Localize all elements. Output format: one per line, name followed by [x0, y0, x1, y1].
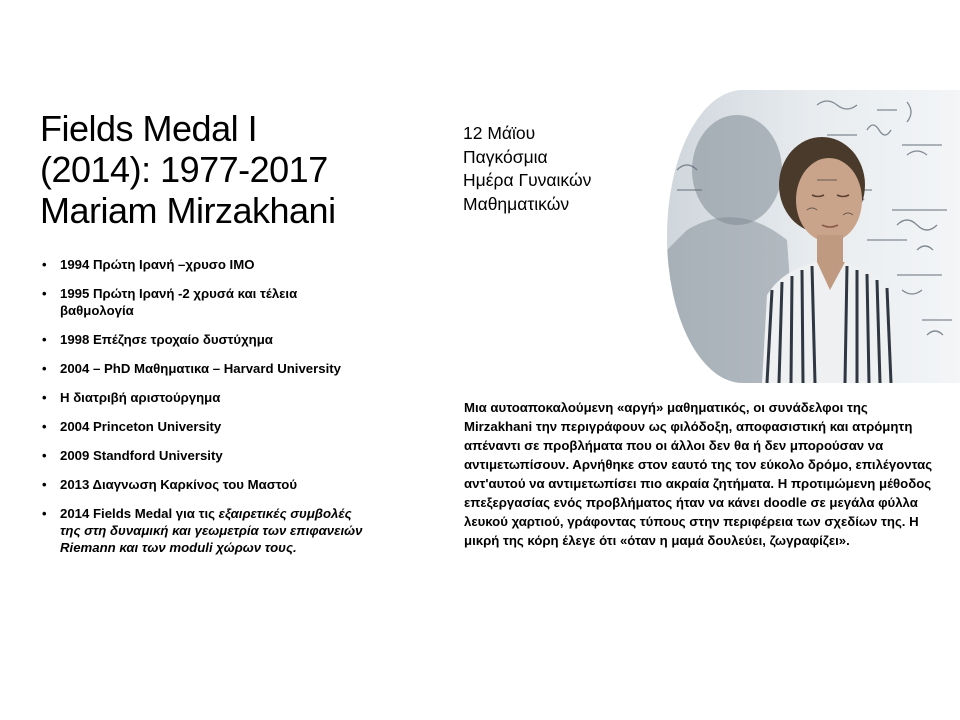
title-line-1: Fields Medal I [40, 108, 258, 149]
bio-paragraph: Μια αυτοαποκαλούμενη «αργή» μαθηματικός, οι συνάδελφοι της Mirzakhani την περιγράφουν ως φιλόδοξη, αποφασιστική και ατρόμητη απέναντι σε προβλήματα που οι άλλοι δεν θα ή δεν μπορούσαν να αντιμετωπίσουν. Αρνήθηκε στον εαυτό της τον εύκολο δρόμο, επιλέγοντας αντ'αυτού να αντιμετωπίσει πιο ακραία ζητήματα. Η προτιμώμενη μέθοδος επεξεργασίας ενός προβλήματος ήταν να κάνει doodle σε μεγάλα φύλλα λευκού χαρτιού, γράφοντας τύπους στην περιφέρεια των σχεδίων της. Η μικρή της κόρη έλεγε ότι «όταν η μαμά δουλεύει, ζωγραφίζει». [464, 400, 933, 548]
bullet-item: • 2004 Princeton University [38, 418, 368, 435]
side-heading-line-2: Παγκόσμια [463, 146, 548, 167]
bullet-item: • 2009 Standford University [38, 447, 368, 464]
bullet-item: • Η διατριβή αριστούργημα [38, 389, 368, 406]
bullet-item: • 1998 Επέζησε τροχαίο δυστύχημα [38, 331, 368, 348]
portrait-photo [667, 90, 960, 383]
side-heading-line-1: 12 Μάϊου [463, 123, 536, 143]
title-line-2: (2014): 1977-2017 [40, 149, 328, 190]
bullet-italic-text: εξαιρετικές συμβολές της στη δυναμική και γεωμετρία των επιφανειών Riemann και των moduli χώρων τους. [60, 506, 363, 555]
slide-title [40, 108, 440, 231]
side-heading-line-4: Μαθηματικών [463, 193, 570, 214]
bullet-list [38, 256, 368, 556]
bullet-item: • 1995 Πρώτη Ιρανή -2 χρυσά και τέλεια βαθμολογία [38, 285, 368, 319]
bullet-item: • 2004 – PhD Μαθηματικα – Harvard University [38, 360, 368, 377]
bullet-prefix: 2014 Fields Medal για τις [60, 506, 219, 521]
side-heading-line-3: Ημέρα Γυναικών [463, 170, 592, 190]
title-line-3: Mariam Mirzakhani [40, 190, 336, 231]
portrait-illustration [667, 90, 960, 383]
bullet-item-fields-medal [38, 505, 368, 556]
side-heading [463, 122, 663, 216]
bullet-item: • 2013 Διαγνωση Καρκίνος του Μαστού [38, 476, 368, 493]
bullet-item: • 1994 Πρώτη Ιρανή –χρυσο ΙΜΟ [38, 256, 368, 273]
